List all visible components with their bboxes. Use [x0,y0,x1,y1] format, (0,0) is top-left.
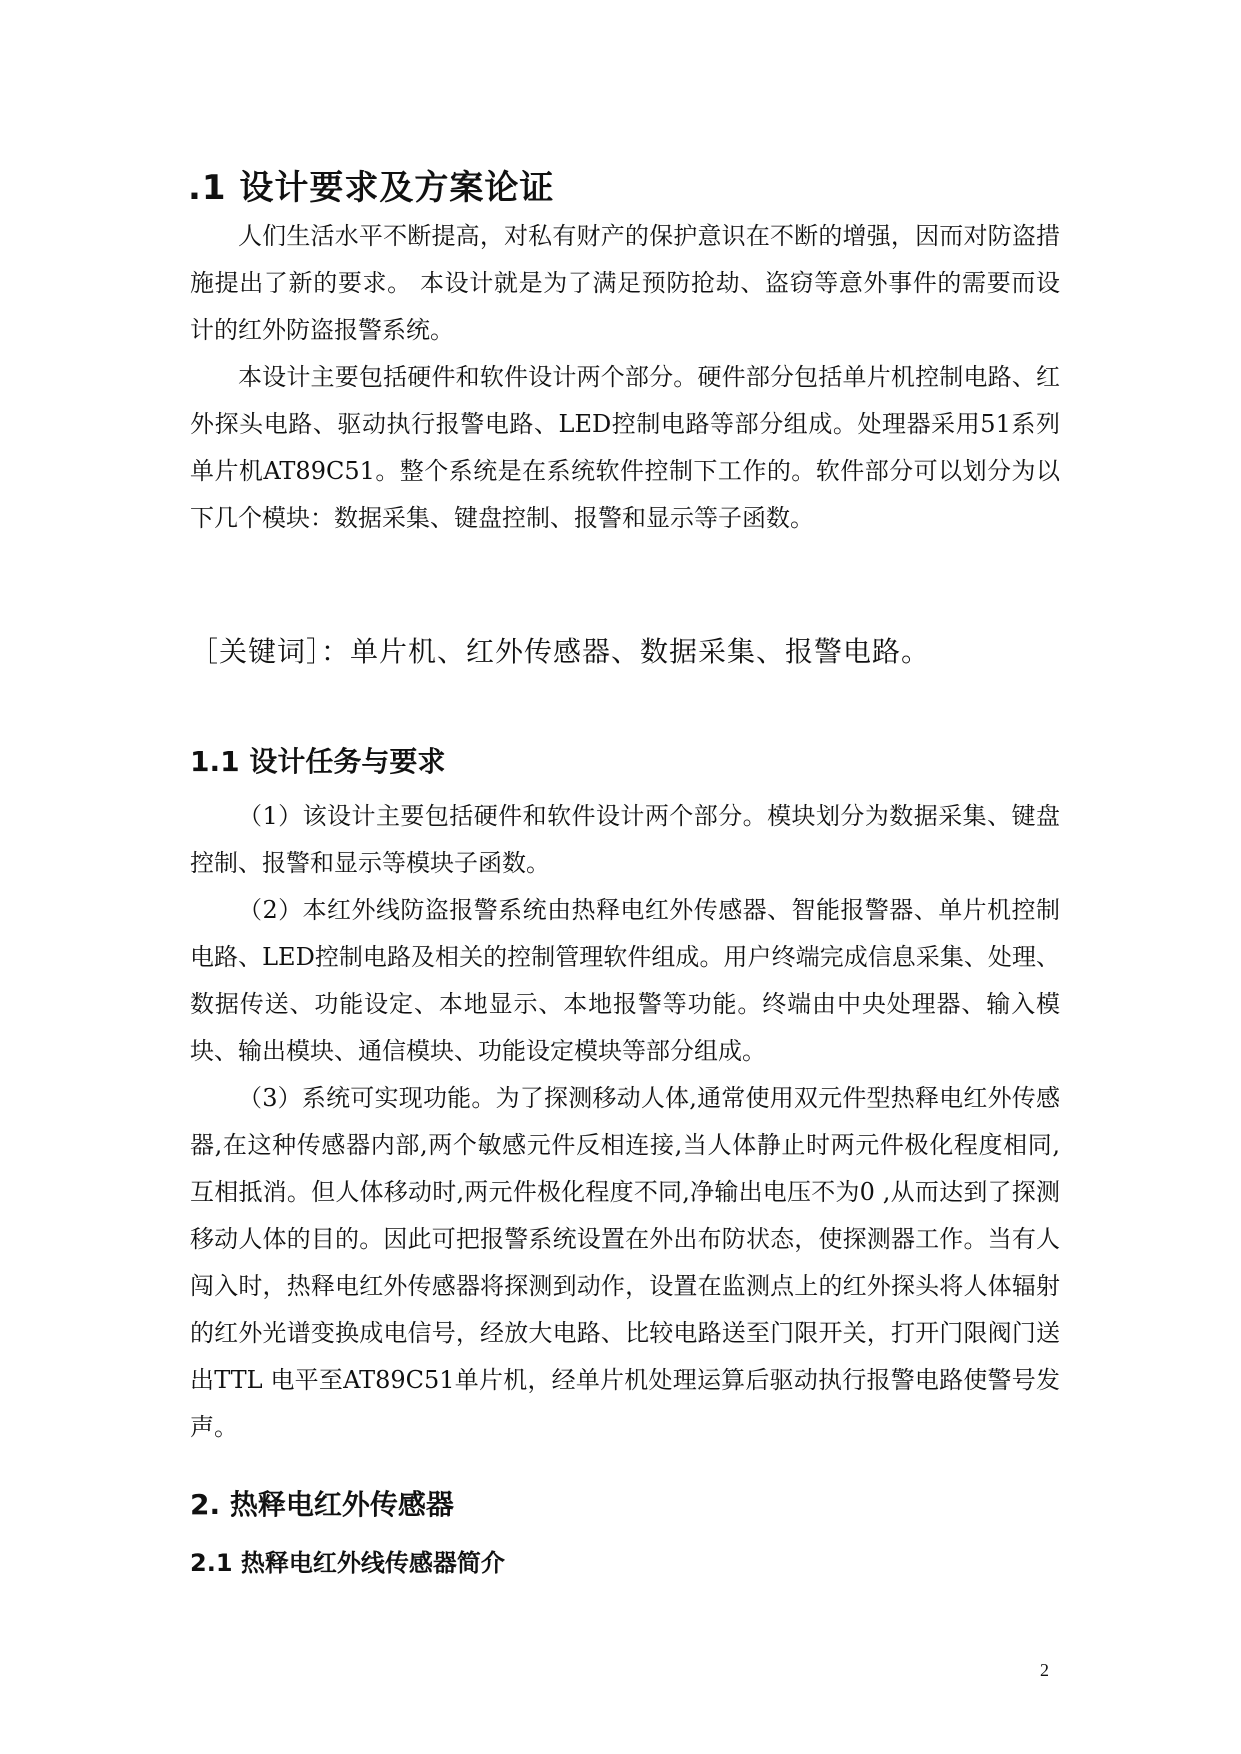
task-paragraph-1: （1）该设计主要包括硬件和软件设计两个部分。模块划分为数据采集、键盘控制、报警和显示等模块子函数。 [190,802,1060,877]
page-number: 2 [1040,1660,1049,1680]
task-paragraph-2: （2）本红外线防盗报警系统由热释电红外传感器、智能报警器、单片机控制电路、LED控制电路及相关的控制管理软件组成。用户终端完成信息采集、处理、数据传送、功能设定、本地显示、本地报警等功能。终端由中央处理器、输入模块、输出模块、通信模块、功能设定模块等部分组成。 [190,896,1060,1065]
section-title: .1 设计要求及方案论证 [188,168,555,208]
section-2-heading: 2. 热释电红外传感器 [190,1488,454,1521]
intro-paragraph-2: 本设计主要包括硬件和软件设计两个部分。硬件部分包括单片机控制电路、红外探头电路、驱动执行报警电路、LED控制电路等部分组成。处理器采用51系列单片机AT89C51。整个系统是在系统软件控制下工作的。软件部分可以划分为以下几个模块：数据采集、键盘控制、报警和显示等子函数。 [190,363,1060,532]
keywords-line: ［关键词］：单片机、红外传感器、数据采集、报警电路。 [190,635,931,668]
subsection-2-1-heading: 2.1 热释电红外线传感器简介 [190,1549,505,1577]
intro-paragraph-1: 人们生活水平不断提高，对私有财产的保护意识在不断的增强，因而对防盗措施提出了新的要求。 本设计就是为了满足预防抢劫、盗窃等意外事件的需要而设计的红外防盗报警系统。 [190,222,1060,344]
task-paragraph-3: （3）系统可实现功能。为了探测移动人体,通常使用双元件型热释电红外传感器,在这种传感器内部,两个敏感元件反相连接,当人体静止时两元件极化程度相同,互相抵消。但人体移动时,两元件极化程度不同,净输出电压不为0 ,从而达到了探测移动人体的目的。因此可把报警系统设置在外出布防状态，使探测器工作。当有人闯入时，热释电红外传感器将探测到动作，设置在监测点上的红外探头将人体辐射的红外光谱变换成电信号，经放大电路、比较电路送至门限开关，打开门限阀门送出TTL 电平至AT89C51单片机，经单片机处理运算后驱动执行报警电路使警号发声。 [190,1084,1060,1441]
subsection-1-1-heading: 1.1 设计任务与要求 [190,745,446,778]
